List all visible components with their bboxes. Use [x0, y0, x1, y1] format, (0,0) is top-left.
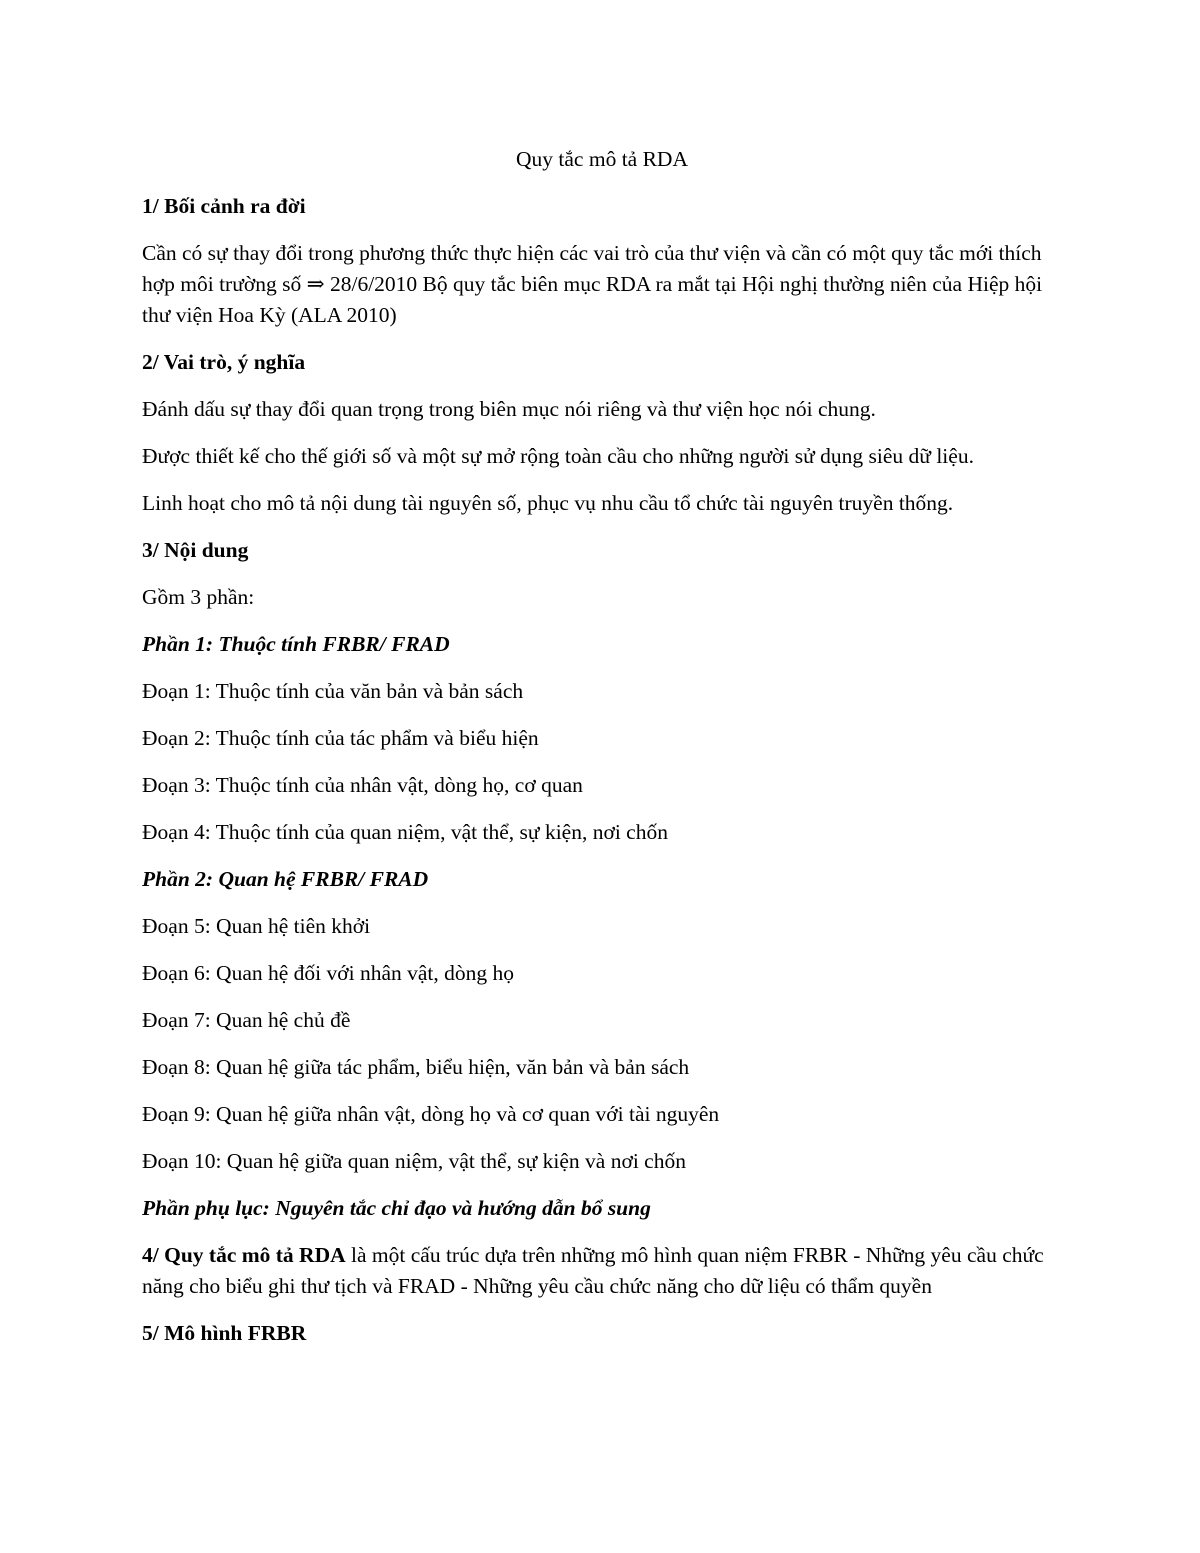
section-3-heading: 3/ Nội dung	[142, 538, 249, 562]
document-body	[142, 144, 1062, 1365]
part-1-item: Đoạn 1: Thuộc tính của văn bản và bản sách	[142, 679, 524, 703]
section-4-paragraph	[142, 1240, 1062, 1302]
section-2-paragraph-1: Đánh dấu sự thay đổi quan trọng trong biên mục nói riêng và thư viện học nói chung.	[142, 397, 876, 421]
section-2-paragraph-3: Linh hoạt cho mô tả nội dung tài nguyên số, phục vụ nhu cầu tổ chức tài nguyên truyền thống.	[142, 491, 954, 515]
part-2-item: Đoạn 6: Quan hệ đối với nhân vật, dòng họ	[142, 961, 515, 985]
document-title: Quy tắc mô tả RDA	[516, 147, 688, 171]
part-1-title: Phần 1: Thuộc tính FRBR/ FRAD	[142, 632, 450, 656]
section-3-intro: Gồm 3 phần:	[142, 585, 255, 609]
appendix-title: Phần phụ lục: Nguyên tắc chỉ đạo và hướng dẫn bổ sung	[142, 1196, 651, 1220]
part-2-title: Phần 2: Quan hệ FRBR/ FRAD	[142, 867, 429, 891]
section-4-lead: 4/ Quy tắc mô tả RDA	[142, 1243, 346, 1267]
part-2-item: Đoạn 9: Quan hệ giữa nhân vật, dòng họ và cơ quan với tài nguyên	[142, 1102, 720, 1126]
section-2-paragraph-2: Được thiết kế cho thế giới số và một sự mở rộng toàn cầu cho những người sử dụng siêu dữ liệu.	[142, 444, 974, 468]
section-1-heading: 1/ Bối cảnh ra đời	[142, 194, 306, 218]
part-2-item: Đoạn 10: Quan hệ giữa quan niệm, vật thể, sự kiện và nơi chốn	[142, 1149, 686, 1173]
part-2-item: Đoạn 5: Quan hệ tiên khởi	[142, 914, 371, 938]
part-2-item: Đoạn 7: Quan hệ chủ đề	[142, 1008, 351, 1032]
part-1-item: Đoạn 3: Thuộc tính của nhân vật, dòng họ, cơ quan	[142, 773, 583, 797]
part-2-item: Đoạn 8: Quan hệ giữa tác phẩm, biểu hiện, văn bản và bản sách	[142, 1055, 690, 1079]
part-1-item: Đoạn 4: Thuộc tính của quan niệm, vật thể, sự kiện, nơi chốn	[142, 820, 668, 844]
part-1-item: Đoạn 2: Thuộc tính của tác phẩm và biểu hiện	[142, 726, 539, 750]
section-1-paragraph: Cần có sự thay đổi trong phương thức thực hiện các vai trò của thư viện và cần có một quy tắc mới thích hợp môi trường số ⇒ 28/6/2010 Bộ quy tắc biên mục RDA ra mắt tại Hội nghị thường niên của Hiệp hội thư viện Hoa Kỳ (ALA 2010)	[142, 241, 1043, 327]
section-2-heading: 2/ Vai trò, ý nghĩa	[142, 350, 306, 374]
section-4-body: là một cấu trúc dựa trên những mô hình quan niệm FRBR - Những yêu cầu chức năng cho biểu ghi thư tịch và FRAD - Những yêu cầu chức năng cho dữ liệu có thẩm quyền	[142, 1243, 1044, 1298]
section-5-heading: 5/ Mô hình FRBR	[142, 1321, 307, 1345]
